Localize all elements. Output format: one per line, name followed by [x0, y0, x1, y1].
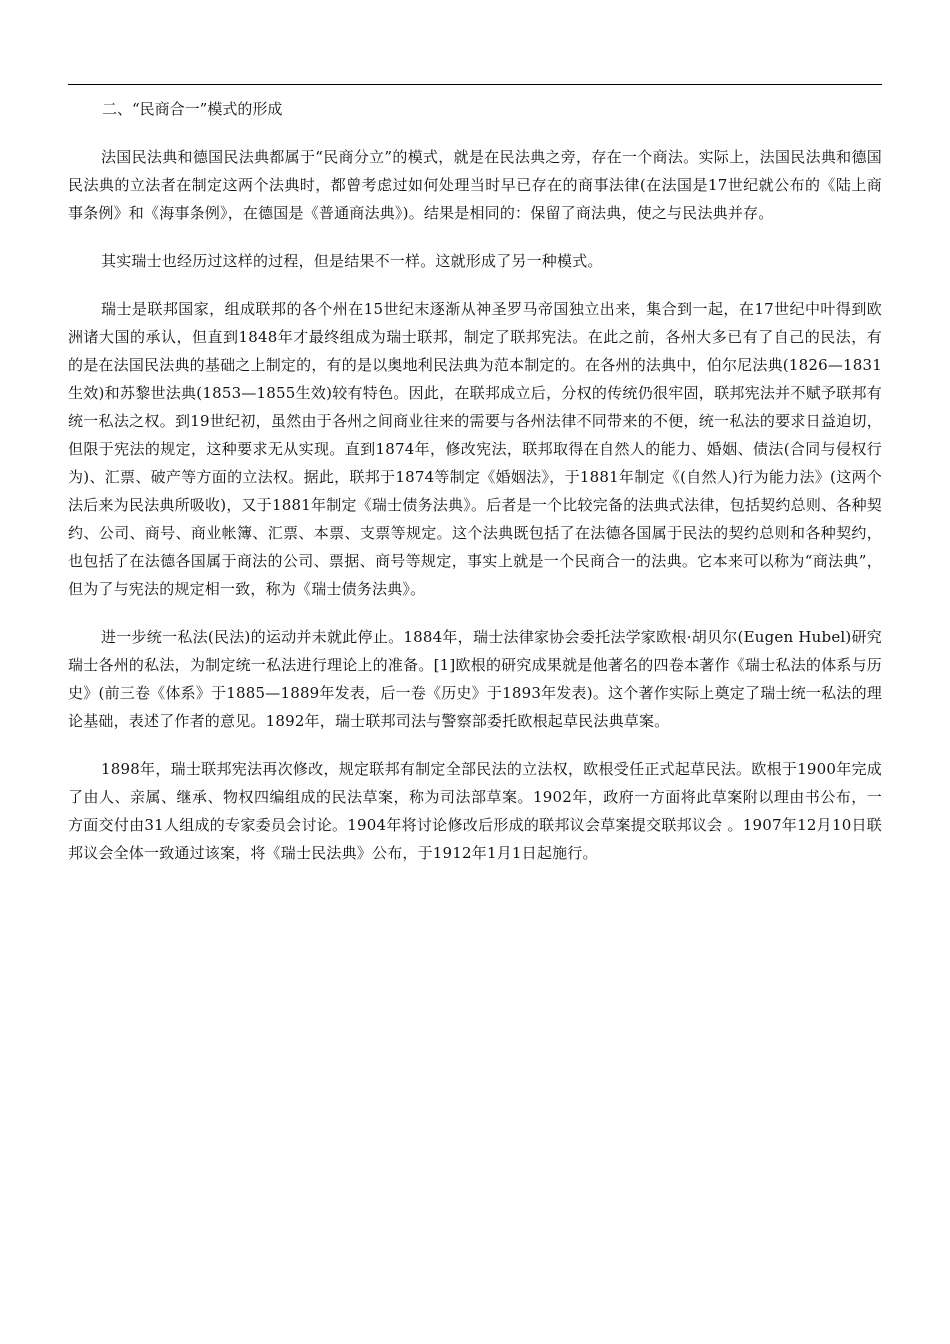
paragraph-5: 1898年，瑞士联邦宪法再次修改，规定联邦有制定全部民法的立法权，欧根受任正式起草民法。欧根于1900年完成了由人、亲属、继承、物权四编组成的民法草案，称为司法部草案。1902年，政府一方面将此草案附以理由书公布，一方面交付由31人组成的专家委员会讨论。1904年将讨论修改后形成的联邦议会草案提交联邦议会 。1907年12月10日联邦议会全体一致通过该案，将《瑞士民法典》公布，于1912年1月1日起施行。: [68, 760, 882, 862]
section-heading: 二、“民商合一”模式的形成: [102, 100, 283, 118]
paragraph-1: 法国民法典和德国民法典都属于“民商分立”的模式，就是在民法典之旁，存在一个商法。实际上，法国民法典和德国民法典的立法者在制定这两个法典时，都曾考虑过如何处理当时早已存在的商事法律(在法国是17世纪就公布的《陆上商事条例》和《海事条例》，在德国是《普通商法典》)。结果是相同的：保留了商法典，使之与民法典并存。: [68, 148, 882, 222]
paragraph-3: 瑞士是联邦国家，组成联邦的各个州在15世纪末逐渐从神圣罗马帝国独立出来，集合到一起，在17世纪中叶得到欧洲诸大国的承认，但直到1848年才最终组成为瑞士联邦，制定了联邦宪法。在此之前，各州大多已有了自己的民法，有的是在法国民法典的基础之上制定的，有的是以奥地利民法典为范本制定的。在各州的法典中，伯尔尼法典(1826—1831生效)和苏黎世法典(1853—1855生效)较有特色。因此，在联邦成立后，分权的传统仍很牢固，联邦宪法并不赋予联邦有统一私法之权。到19世纪初，虽然由于各州之间商业往来的需要与各州法律不同带来的不便，统一私法的要求日益迫切，但限于宪法的规定，这种要求无从实现。直到1874年，修改宪法，联邦取得在自然人的能力、婚姻、债法(合同与侵权行为)、汇票、破产等方面的立法权。据此，联邦于1874等制定《婚姻法》，于1881年制定《(自然人)行为能力法》(这两个法后来为民法典所吸收)，又于1881年制定《瑞士债务法典》。后者是一个比较完备的法典式法律，包括契约总则、各种契约、公司、商号、商业帐簿、汇票、本票、支票等规定。这个法典既包括了在法德各国属于民法的契约总则和各种契约，也包括了在法德各国属于商法的公司、票据、商号等规定，事实上就是一个民商合一的法典。它本来可以称为“商法典”，但为了与宪法的规定相一致，称为《瑞士债务法典》。: [68, 300, 882, 598]
paragraph-2: 其实瑞士也经历过这样的过程，但是结果不一样。这就形成了另一种模式。: [101, 252, 603, 270]
paragraph-4: 进一步统一私法(民法)的运动并未就此停止。1884年，瑞士法律家协会委托法学家欧根·胡贝尔(Eugen Hubel)研究瑞士各州的私法，为制定统一私法进行理论上的准备。[1]欧根的研究成果就是他著名的四卷本著作《瑞士私法的体系与历史》(前三卷《体系》于1885—1889年发表，后一卷《历史》于1893年发表)。这个著作实际上奠定了瑞士统一私法的理论基础，表述了作者的意见。1892年，瑞士联邦司法与警察部委托欧根起草民法典草案。: [68, 628, 882, 730]
header-rule: [68, 84, 882, 85]
document-body: [68, 96, 882, 867]
